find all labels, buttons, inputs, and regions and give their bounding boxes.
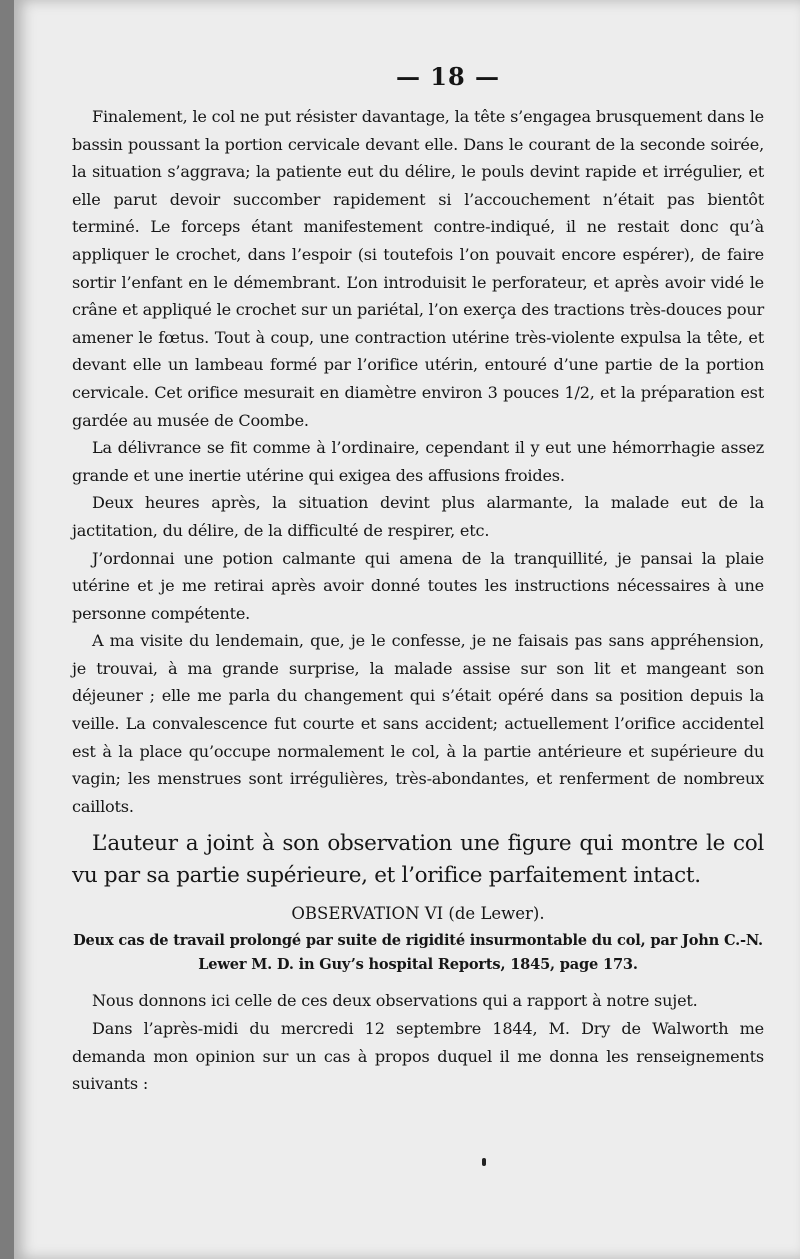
paragraph-delivrance: La délivrance se fit comme à l’ordinaire, cependant il y eut une hémorrhagie assez grande et une inertie utérine qui exigea des affusions froides. — [72, 438, 764, 485]
author-note: L’auteur a joint à son observation une figure qui montre le col vu par sa partie supérieure, et l’orifice parfaitement intact. — [72, 831, 764, 889]
observation-citation: Deux cas de travail prolongé par suite de rigidité insurmontable du col, par John C.-N. Lewer M. D. in Guy’s hospital Reports, 1845, page 173. — [73, 932, 763, 974]
paragraph-nous-donnons: Nous donnons ici celle de ces deux observations qui a rapport à notre sujet. — [92, 991, 698, 1011]
paragraph-finalement: Finalement, le col ne put résister davantage, la tête s’engagea brusquement dans le bassin poussant la portion cervicale devant elle. Dans le courant de la seconde soirée, la situation s’aggrava; la patiente eut du délire, le pouls devint rapide et irrégulier, et elle parut devoir succomber rapidement si l’accouchement n’était pas bientôt terminé. Le forceps étant manifestement contre-indiqué, il ne restait donc qu’à appliquer le crochet, dans l’espoir (si toutefois l’on pouvait encore espérer), de faire sortir l’enfant en le démembrant. L’on introduisit le perforateur, et après avoir vidé le crâne et appliqué le crochet sur un pariétal, l’on exerça des tractions très-douces pour amener le fœtus. Tout à coup, une contraction utérine très-violente expulsa la tête, et devant elle un lambeau formé par l’orifice utérin, entouré d’une partie de la portion cervicale. Cet orifice mesurait en diamètre environ 3 pouces 1/2, et la préparation est gardée au musée de Coombe. — [72, 107, 764, 430]
observation-heading: OBSERVATION VI (de Lewer). — [291, 904, 545, 924]
paragraph-deux-heures: Deux heures après, la situation devint plus alarmante, la malade eut de la jactitation, du délire, de la difficulté de respirer, etc. — [72, 493, 764, 540]
paragraph-apres-midi: Dans l’après-midi du mercredi 12 septembre 1844, M. Dry de Walworth me demanda mon opinion sur un cas à propos duquel il me donna les renseignements suivants : — [72, 1019, 764, 1094]
paragraph-visite: A ma visite du lendemain, que, je le confesse, je ne faisais pas sans appréhension, je trouvai, à ma grande surprise, la malade assise sur son lit et mangeant son déjeuner ; elle me parla du changement qui s’était opéré dans sa position depuis la veille. La convalescence fut courte et sans accident; actuellement l’orifice accidentel est à la place qu’occupe normalement le col, à la partie antérieure et supérieure du vagin; les menstrues sont irrégulières, très-abondantes, et renferment de nombreux caillots. — [72, 631, 764, 816]
paragraph-ordonnai: J’ordonnai une potion calmante qui amena de la tranquillité, je pansai la plaie utérine et je me retirai après avoir donné toutes les instructions nécessaires à une personne compétente. — [72, 548, 764, 623]
page-content — [72, 62, 764, 1098]
book-page — [14, 0, 800, 1259]
ink-mark — [482, 1158, 486, 1166]
page-number: — 18 — — [395, 62, 501, 91]
